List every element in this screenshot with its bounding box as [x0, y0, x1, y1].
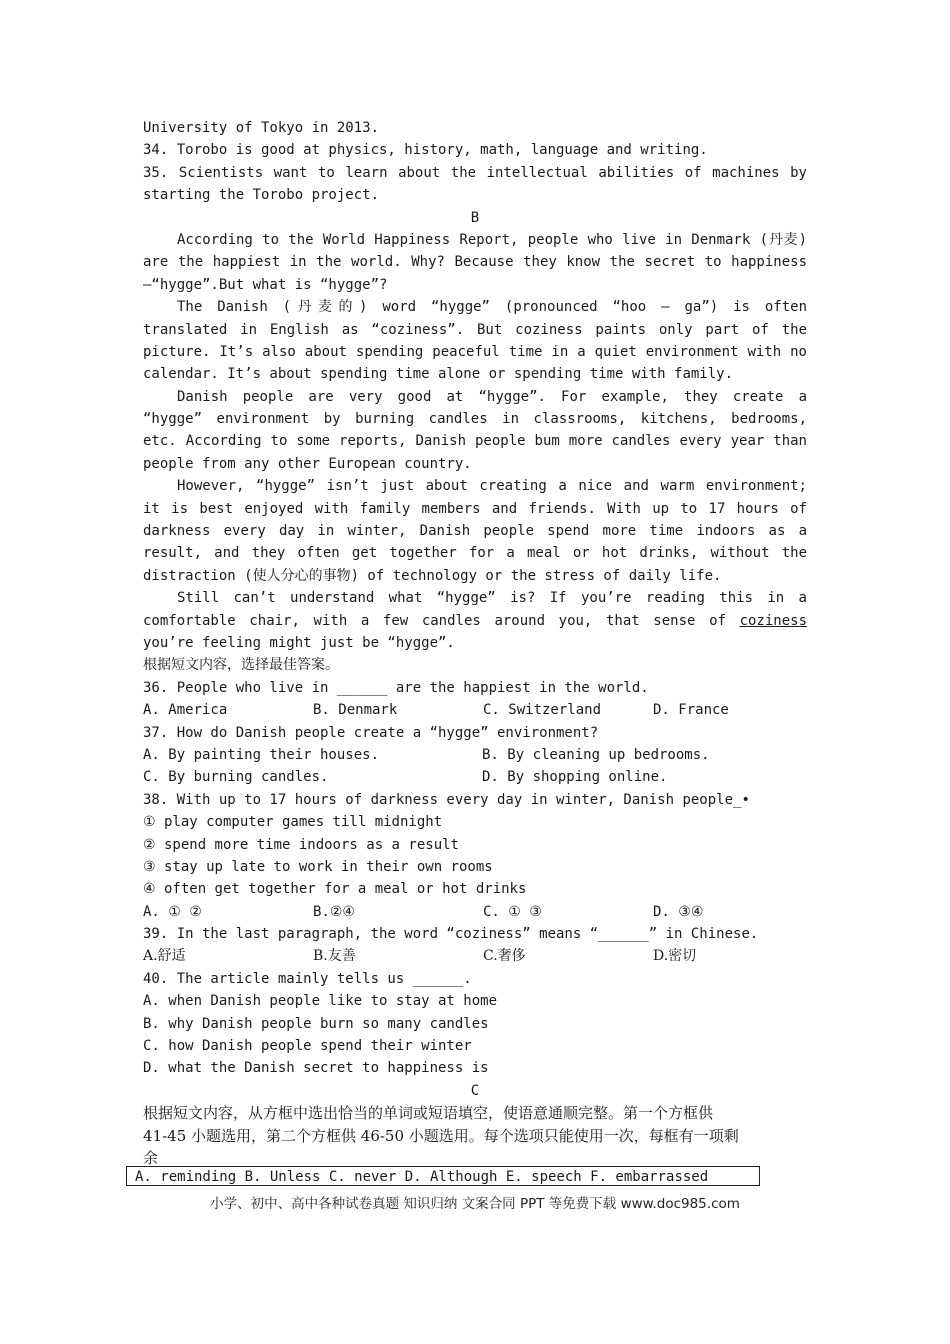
option-b: B. By cleaning up bedrooms.: [482, 746, 710, 763]
section-c-label: C: [470, 1082, 480, 1099]
section-b-instruction: 根据短文内容，选择最佳答案。: [143, 657, 339, 674]
page-footer: 小学、初中、高中各种试卷真题 知识归纳 文案合同 PPT 等免费下载 www.doc985.com: [210, 1196, 740, 1212]
paragraph-text: comfortable chair, with a few candles around you, that sense of: [143, 612, 726, 629]
question-40-stem: 40. The article mainly tells us ______.: [143, 970, 472, 987]
paragraph-4: [143, 475, 807, 587]
option-d: D.密切: [653, 948, 697, 965]
question-37-options-row-1: [143, 744, 807, 766]
option-a: A. when Danish people like to stay at home: [143, 993, 498, 1010]
option-d: D. France: [653, 702, 729, 719]
option-d: D. ③④: [653, 903, 704, 920]
question-38-item-3: ③ stay up late to work in their own rooms: [143, 858, 493, 875]
option-a: A. ① ②: [143, 903, 202, 920]
paragraph-line: Still can’t understand what “hygge” is? If you’re reading this in a: [177, 590, 807, 607]
paragraph-line: Danish people are very good at “hygge”. For example, they create a: [177, 388, 807, 405]
passage-a-tail: University of Tokyo in 2013.: [143, 120, 380, 136]
paragraph-line: darkness every day in winter, Danish people spend more time indoors as a: [143, 523, 807, 540]
question-39-options: [143, 945, 807, 967]
option-a: A. America: [143, 702, 228, 719]
paragraph-3: [143, 386, 807, 476]
section-c-instruction-line-3: 余: [143, 1148, 159, 1167]
option-d: D. By shopping online.: [482, 769, 668, 786]
paragraph-line: According to the World Happiness Report, people who live in Denmark (丹麦): [177, 231, 807, 248]
paragraph-line: you’re feeling might just be “hygge”.: [143, 634, 455, 651]
paragraph-line: —“hygge”.But what is “hygge”?: [143, 276, 388, 293]
question-38-stem: 38. With up to 17 hours of darkness every day in winter, Danish people_•: [143, 791, 750, 808]
option-b: B.②④: [313, 903, 355, 920]
paragraph-line: picture. It’s also about spending peaceful time in a quiet environment with no: [143, 343, 807, 360]
paragraph-line: it is best enjoyed with family members and friends. With up to 17 hours of: [143, 500, 807, 517]
option-c: C. ① ③: [483, 903, 542, 920]
option-c: C.奢侈: [483, 948, 526, 965]
option-a: A.舒适: [143, 948, 186, 965]
question-39-stem: 39. In the last paragraph, the word “coziness” means “______” in Chinese.: [143, 926, 759, 943]
paragraph-line: The Danish (丹麦的) word “hygge” (pronounced “hoo — ga”) is often: [177, 299, 807, 316]
question-35-line-2: starting the Torobo project.: [143, 187, 380, 204]
paragraph-line: However, “hygge” isn’t just about creating a nice and warm environment;: [177, 478, 807, 495]
underlined-word-coziness: coziness: [739, 612, 807, 629]
paragraph-1: [143, 229, 807, 296]
question-36-options: [143, 699, 807, 721]
section-c-instruction-line-2: 41-45 小题选用，第二个方框供 46-50 小题选用。每个选项只能使用一次，每框有一项剩: [143, 1126, 739, 1145]
paragraph-2: [143, 296, 807, 386]
option-b: B. why Danish people burn so many candles: [143, 1015, 489, 1032]
paragraph-line: people from any other European country.: [143, 455, 472, 472]
option-a: A. By painting their houses.: [143, 746, 380, 763]
option-c: C. Switzerland: [483, 702, 602, 719]
paragraph-line: translated in English as “coziness”. But coziness paints only part of the: [143, 321, 807, 338]
question-38-item-1: ① play computer games till midnight: [143, 814, 443, 831]
paragraph-5: [143, 587, 807, 654]
paragraph-line: etc. According to some reports, Danish people bum more candles every year than: [143, 433, 807, 450]
question-36-stem: 36. People who live in ______ are the happiest in the world.: [143, 679, 649, 696]
paragraph-line: distraction (使人分心的事物) of technology or the stress of daily life.: [143, 567, 722, 584]
question-38-item-2: ② spend more time indoors as a result: [143, 836, 459, 853]
question-35-line-1: 35. Scientists want to learn about the intellectual abilities of machines by: [143, 164, 807, 181]
paragraph-line: are the happiest in the world. Why? Because they know the secret to happiness: [143, 254, 807, 271]
section-b-label: B: [470, 209, 480, 226]
paragraph-line: calendar. It’s about spending time alone or spending time with family.: [143, 366, 734, 383]
option-b: B.友善: [313, 948, 356, 965]
question-34: 34. Torobo is good at physics, history, math, language and writing.: [143, 142, 708, 159]
exam-page: [143, 117, 807, 1169]
paragraph-line: result, and they often get together for a meal or hot drinks, without the: [143, 545, 807, 562]
option-d: D. what the Danish secret to happiness is: [143, 1060, 489, 1077]
option-b: B. Denmark: [313, 702, 398, 719]
word-box: A. reminding B. Unless C. never D. Although E. speech F. embarrassed: [126, 1166, 760, 1186]
option-c: C. By burning candles.: [143, 769, 329, 786]
section-c-instruction-line-1: 根据短文内容，从方框中选出恰当的单词或短语填空，使语意通顺完整。第一个方框供: [143, 1104, 714, 1123]
paragraph-line: “hygge” environment by burning candles in classrooms, kitchens, bedrooms,: [143, 411, 807, 428]
paragraph-line: [143, 610, 807, 632]
question-37-stem: 37. How do Danish people create a “hygge” environment?: [143, 724, 599, 741]
question-37-options-row-2: [143, 766, 807, 788]
question-38-options: [143, 901, 807, 923]
question-38-item-4: ④ often get together for a meal or hot drinks: [143, 881, 527, 898]
option-c: C. how Danish people spend their winter: [143, 1038, 472, 1055]
